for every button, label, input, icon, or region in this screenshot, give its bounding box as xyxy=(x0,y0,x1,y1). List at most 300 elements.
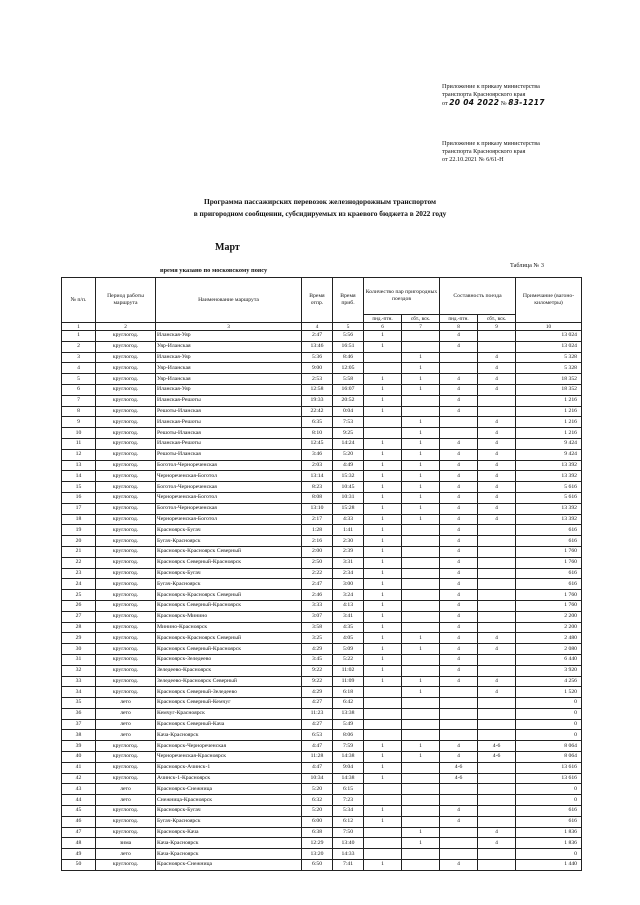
cell-pairs-mon-fri: 1 xyxy=(364,492,402,503)
cell-arrival: 15:28 xyxy=(333,503,364,514)
cell-pairs-sat-sun: 1 xyxy=(402,827,440,838)
cell-consist-mon-fri: 4 xyxy=(440,622,478,633)
cell-consist-sat-sun xyxy=(478,395,516,406)
cell-num: 49 xyxy=(62,849,96,860)
cell-num: 43 xyxy=(62,784,96,795)
cell-num: 39 xyxy=(62,741,96,752)
cell-consist-mon-fri: 4 xyxy=(440,525,478,536)
cell-num: 18 xyxy=(62,514,96,525)
cell-departure: 13:46 xyxy=(302,341,333,352)
cell-route: Бугач-Красноярск xyxy=(156,536,302,547)
cell-departure: 11:28 xyxy=(302,752,333,763)
cell-departure: 2:46 xyxy=(302,590,333,601)
cell-departure: 22:42 xyxy=(302,406,333,417)
cell-consist-mon-fri: 4 xyxy=(440,654,478,665)
cell-num: 36 xyxy=(62,708,96,719)
cell-route: Зеледеево-Красноярск Северный xyxy=(156,676,302,687)
cell-pairs-sat-sun: 1 xyxy=(402,374,440,385)
cell-departure: 6:00 xyxy=(302,816,333,827)
cell-pairs-sat-sun xyxy=(402,611,440,622)
cell-pairs-sat-sun: 1 xyxy=(402,471,440,482)
cell-consist-mon-fri: 4 xyxy=(440,557,478,568)
cell-departure: 5:20 xyxy=(302,806,333,817)
cell-period: круглогод. xyxy=(96,536,156,547)
column-number: 4 xyxy=(302,323,333,331)
cell-arrival: 14:33 xyxy=(333,849,364,860)
cell-consist-mon-fri: 4 xyxy=(440,665,478,676)
cell-period: круглогод. xyxy=(96,611,156,622)
cell-pairs-sat-sun: 1 xyxy=(402,460,440,471)
cell-period: круглогод. xyxy=(96,654,156,665)
cell-consist-sat-sun xyxy=(478,546,516,557)
cell-pairs-sat-sun xyxy=(402,795,440,806)
cell-pairs-sat-sun xyxy=(402,762,440,773)
cell-num: 50 xyxy=(62,860,96,871)
appendix-stamp-current xyxy=(442,83,602,108)
column-number: 6 xyxy=(364,323,402,331)
cell-num: 32 xyxy=(62,665,96,676)
header-departure: Время отпр. xyxy=(302,278,333,323)
cell-arrival: 5:58 xyxy=(333,374,364,385)
cell-departure: 2:47 xyxy=(302,331,333,342)
cell-route: Решоты-Иланская xyxy=(156,428,302,439)
cell-period: круглогод. xyxy=(96,557,156,568)
cell-pairs-mon-fri xyxy=(364,719,402,730)
table-row xyxy=(62,773,582,784)
cell-consist-mon-fri: 4 xyxy=(440,816,478,827)
table-row xyxy=(62,460,582,471)
cell-pairs-mon-fri xyxy=(364,687,402,698)
cell-num: 19 xyxy=(62,525,96,536)
table-row xyxy=(62,687,582,698)
schedule-table xyxy=(61,277,582,871)
cell-route: Чернореченская-Боготол xyxy=(156,471,302,482)
cell-consist-mon-fri: 4 xyxy=(440,374,478,385)
header-pairs-mon-fri: пнд.-птн. xyxy=(364,315,402,323)
cell-pairs-sat-sun xyxy=(402,708,440,719)
cell-consist-sat-sun: 4 xyxy=(478,363,516,374)
cell-consist-sat-sun xyxy=(478,600,516,611)
cell-route: Красноярск Северный-Красноярск xyxy=(156,557,302,568)
header-consist: Составность поезда xyxy=(440,278,516,315)
cell-period: круглогод. xyxy=(96,471,156,482)
cell-pairs-mon-fri: 1 xyxy=(364,752,402,763)
cell-pairs-mon-fri: 1 xyxy=(364,568,402,579)
table-row xyxy=(62,849,582,860)
cell-period: лето xyxy=(96,795,156,806)
column-number: 10 xyxy=(516,323,582,331)
cell-departure: 9:22 xyxy=(302,665,333,676)
cell-arrival: 4:13 xyxy=(333,600,364,611)
cell-pairs-sat-sun: 1 xyxy=(402,741,440,752)
cell-pairs-sat-sun: 1 xyxy=(402,492,440,503)
cell-route: Красноярск-Снежница xyxy=(156,784,302,795)
cell-departure: 12:58 xyxy=(302,384,333,395)
cell-pairs-mon-fri: 1 xyxy=(364,395,402,406)
cell-pairs-mon-fri: 1 xyxy=(364,482,402,493)
cell-pairs-mon-fri: 1 xyxy=(364,546,402,557)
cell-num: 23 xyxy=(62,568,96,579)
cell-consist-sat-sun: 4 xyxy=(478,482,516,493)
cell-consist-mon-fri: 4 xyxy=(440,514,478,525)
cell-departure: 3:25 xyxy=(302,633,333,644)
cell-period: круглогод. xyxy=(96,428,156,439)
cell-note: 5 616 xyxy=(516,492,582,503)
cell-note: 2 080 xyxy=(516,644,582,655)
cell-period: круглогод. xyxy=(96,687,156,698)
cell-consist-mon-fri: 4 xyxy=(440,741,478,752)
cell-note: 13 616 xyxy=(516,773,582,784)
cell-note: 616 xyxy=(516,579,582,590)
cell-arrival: 4:33 xyxy=(333,514,364,525)
cell-note: 6 440 xyxy=(516,654,582,665)
cell-consist-mon-fri xyxy=(440,687,478,698)
cell-num: 16 xyxy=(62,492,96,503)
table-row xyxy=(62,611,582,622)
cell-consist-mon-fri: 4 xyxy=(440,644,478,655)
cell-consist-sat-sun xyxy=(478,654,516,665)
cell-consist-mon-fri xyxy=(440,417,478,428)
cell-route: Иланская-Решоты xyxy=(156,395,302,406)
cell-period: лето xyxy=(96,849,156,860)
cell-consist-mon-fri: 4 xyxy=(440,579,478,590)
cell-pairs-mon-fri xyxy=(364,730,402,741)
table-row xyxy=(62,406,582,417)
cell-route: Уяр-Иланская xyxy=(156,341,302,352)
cell-consist-sat-sun xyxy=(478,730,516,741)
cell-note: 2 480 xyxy=(516,633,582,644)
cell-consist-sat-sun: 4 xyxy=(478,384,516,395)
cell-departure: 9:00 xyxy=(302,363,333,374)
header-note: Примечание (вагоно-километры) xyxy=(516,278,582,323)
column-number: 7 xyxy=(402,323,440,331)
cell-num: 25 xyxy=(62,590,96,601)
cell-period: круглогод. xyxy=(96,406,156,417)
cell-consist-mon-fri xyxy=(440,698,478,709)
cell-departure: 6:32 xyxy=(302,795,333,806)
cell-period: лето xyxy=(96,719,156,730)
table-row xyxy=(62,752,582,763)
cell-num: 40 xyxy=(62,752,96,763)
cell-num: 13 xyxy=(62,460,96,471)
cell-period: круглогод. xyxy=(96,860,156,871)
table-number: Таблица № 3 xyxy=(510,262,544,269)
cell-consist-sat-sun xyxy=(478,860,516,871)
cell-pairs-sat-sun: 1 xyxy=(402,644,440,655)
cell-arrival: 3:41 xyxy=(333,611,364,622)
cell-route: Уяр-Иланская xyxy=(156,363,302,374)
cell-arrival: 13:40 xyxy=(333,838,364,849)
cell-consist-mon-fri: 4 xyxy=(440,633,478,644)
cell-pairs-mon-fri: 1 xyxy=(364,460,402,471)
cell-num: 47 xyxy=(62,827,96,838)
cell-consist-sat-sun xyxy=(478,698,516,709)
cell-note: 8 064 xyxy=(516,752,582,763)
cell-consist-sat-sun: 4 xyxy=(478,687,516,698)
cell-consist-sat-sun: 4 xyxy=(478,514,516,525)
cell-arrival: 5:20 xyxy=(333,449,364,460)
cell-pairs-sat-sun: 1 xyxy=(402,363,440,374)
cell-period: круглогод. xyxy=(96,482,156,493)
cell-departure: 13:14 xyxy=(302,471,333,482)
table-row xyxy=(62,471,582,482)
table-row xyxy=(62,708,582,719)
cell-consist-sat-sun: 4-6 xyxy=(478,741,516,752)
column-number: 2 xyxy=(96,323,156,331)
cell-pairs-mon-fri xyxy=(364,838,402,849)
cell-note: 616 xyxy=(516,568,582,579)
cell-pairs-sat-sun xyxy=(402,331,440,342)
cell-pairs-mon-fri: 1 xyxy=(364,579,402,590)
cell-consist-mon-fri: 4 xyxy=(440,676,478,687)
cell-note: 13 024 xyxy=(516,341,582,352)
cell-note: 1 760 xyxy=(516,546,582,557)
cell-num: 44 xyxy=(62,795,96,806)
cell-num: 34 xyxy=(62,687,96,698)
schedule-rows xyxy=(62,331,582,871)
cell-pairs-sat-sun: 1 xyxy=(402,438,440,449)
cell-pairs-mon-fri: 1 xyxy=(364,860,402,871)
cell-departure: 5:20 xyxy=(302,784,333,795)
cell-pairs-mon-fri: 1 xyxy=(364,622,402,633)
cell-pairs-mon-fri: 1 xyxy=(364,536,402,547)
table-row xyxy=(62,341,582,352)
title-line-2: в пригородном сообщении, субсидируемых из краевого бюджета в 2022 году xyxy=(193,209,447,218)
cell-consist-sat-sun xyxy=(478,708,516,719)
cell-note: 616 xyxy=(516,525,582,536)
cell-arrival: 15:32 xyxy=(333,471,364,482)
cell-route: Иланская-Уяр xyxy=(156,384,302,395)
cell-arrival: 9:25 xyxy=(333,428,364,439)
cell-consist-sat-sun: 4 xyxy=(478,644,516,655)
cell-consist-mon-fri: 4 xyxy=(440,438,478,449)
cell-note: 9 424 xyxy=(516,449,582,460)
cell-pairs-sat-sun xyxy=(402,698,440,709)
cell-num: 12 xyxy=(62,449,96,460)
cell-note: 1 216 xyxy=(516,428,582,439)
cell-note: 5 616 xyxy=(516,482,582,493)
cell-period: круглогод. xyxy=(96,827,156,838)
cell-consist-mon-fri: 4 xyxy=(440,492,478,503)
title-line-1: Программа пассажирских перевозок железнодорожным транспортом xyxy=(203,197,437,206)
cell-consist-sat-sun: 4 xyxy=(478,460,516,471)
cell-note: 0 xyxy=(516,698,582,709)
table-row xyxy=(62,449,582,460)
cell-period: круглогод. xyxy=(96,384,156,395)
cell-num: 4 xyxy=(62,363,96,374)
cell-departure: 2:17 xyxy=(302,514,333,525)
cell-departure: 3:45 xyxy=(302,654,333,665)
table-row xyxy=(62,352,582,363)
table-row xyxy=(62,384,582,395)
cell-arrival: 16:51 xyxy=(333,341,364,352)
cell-period: круглогод. xyxy=(96,363,156,374)
cell-note: 13 616 xyxy=(516,762,582,773)
cell-departure: 4:27 xyxy=(302,698,333,709)
cell-departure: 13:20 xyxy=(302,849,333,860)
cell-arrival: 12:05 xyxy=(333,363,364,374)
cell-arrival: 11:02 xyxy=(333,665,364,676)
table-row xyxy=(62,784,582,795)
cell-route: Красноярск-Минино xyxy=(156,611,302,622)
cell-departure: 4:29 xyxy=(302,644,333,655)
cell-arrival: 13:38 xyxy=(333,708,364,719)
cell-consist-sat-sun: 4 xyxy=(478,352,516,363)
cell-departure: 8:23 xyxy=(302,482,333,493)
table-row xyxy=(62,816,582,827)
cell-pairs-mon-fri xyxy=(364,849,402,860)
cell-route: Минино-Красноярск xyxy=(156,622,302,633)
cell-num: 1 xyxy=(62,331,96,342)
cell-note: 8 064 xyxy=(516,741,582,752)
cell-pairs-sat-sun xyxy=(402,654,440,665)
cell-arrival: 3:00 xyxy=(333,579,364,590)
cell-consist-mon-fri xyxy=(440,352,478,363)
cell-period: круглогод. xyxy=(96,417,156,428)
header-train-pairs: Количество пар пригородных поездов xyxy=(364,278,440,315)
header-num: № п/п. xyxy=(62,278,96,323)
cell-period: круглогод. xyxy=(96,622,156,633)
cell-route: Красноярск Северный-Красноярск xyxy=(156,600,302,611)
cell-pairs-mon-fri xyxy=(364,363,402,374)
cell-consist-mon-fri: 4 xyxy=(440,611,478,622)
cell-departure: 4:27 xyxy=(302,719,333,730)
cell-pairs-mon-fri: 1 xyxy=(364,600,402,611)
cell-pairs-mon-fri: 1 xyxy=(364,406,402,417)
cell-arrival: 7:59 xyxy=(333,741,364,752)
cell-period: круглогод. xyxy=(96,590,156,601)
cell-period: круглогод. xyxy=(96,514,156,525)
cell-consist-mon-fri: 4 xyxy=(440,536,478,547)
cell-consist-sat-sun xyxy=(478,622,516,633)
cell-note: 5 328 xyxy=(516,352,582,363)
cell-num: 38 xyxy=(62,730,96,741)
cell-route: Иланская-Решоты xyxy=(156,417,302,428)
cell-period: круглогод. xyxy=(96,449,156,460)
cell-pairs-mon-fri: 1 xyxy=(364,374,402,385)
cell-period: круглогод. xyxy=(96,665,156,676)
cell-period: лето xyxy=(96,708,156,719)
cell-note: 616 xyxy=(516,816,582,827)
cell-consist-mon-fri: 4 xyxy=(440,449,478,460)
cell-pairs-sat-sun xyxy=(402,665,440,676)
cell-num: 46 xyxy=(62,816,96,827)
cell-consist-mon-fri xyxy=(440,784,478,795)
cell-consist-sat-sun xyxy=(478,773,516,784)
cell-route: Чернореченская-Красноярск xyxy=(156,752,302,763)
cell-pairs-mon-fri: 1 xyxy=(364,633,402,644)
cell-arrival: 8:06 xyxy=(333,730,364,741)
cell-pairs-sat-sun xyxy=(402,590,440,601)
cell-consist-sat-sun: 4 xyxy=(478,838,516,849)
cell-route: Чернореченская-Боготол xyxy=(156,492,302,503)
cell-note: 13 392 xyxy=(516,471,582,482)
cell-consist-sat-sun xyxy=(478,525,516,536)
cell-pairs-sat-sun xyxy=(402,406,440,417)
cell-note: 3 920 xyxy=(516,665,582,676)
cell-departure: 12:45 xyxy=(302,438,333,449)
cell-note: 1 520 xyxy=(516,687,582,698)
cell-num: 41 xyxy=(62,762,96,773)
cell-pairs-mon-fri: 1 xyxy=(364,741,402,752)
cell-consist-mon-fri: 4 xyxy=(440,331,478,342)
cell-arrival: 4:05 xyxy=(333,633,364,644)
cell-arrival: 6:18 xyxy=(333,687,364,698)
cell-pairs-mon-fri: 1 xyxy=(364,816,402,827)
cell-pairs-sat-sun xyxy=(402,784,440,795)
cell-consist-mon-fri: 4 xyxy=(440,590,478,601)
cell-departure: 3:58 xyxy=(302,622,333,633)
handwritten-date: 20 04 2022 xyxy=(449,98,500,107)
column-number-row xyxy=(62,323,582,331)
cell-departure: 19:33 xyxy=(302,395,333,406)
cell-consist-mon-fri: 4 xyxy=(440,384,478,395)
cell-note: 1 216 xyxy=(516,406,582,417)
cell-consist-sat-sun xyxy=(478,568,516,579)
table-row xyxy=(62,482,582,493)
cell-period: лето xyxy=(96,698,156,709)
cell-period: лето xyxy=(96,784,156,795)
cell-pairs-mon-fri: 1 xyxy=(364,514,402,525)
appendix-stamp-original xyxy=(442,140,602,164)
cell-num: 7 xyxy=(62,395,96,406)
appendix-line: транспорта Красноярского края xyxy=(442,91,526,98)
cell-consist-sat-sun xyxy=(478,806,516,817)
cell-route: Кача-Красноярск xyxy=(156,849,302,860)
table-row xyxy=(62,525,582,536)
cell-consist-mon-fri: 4 xyxy=(440,546,478,557)
cell-arrival: 2:39 xyxy=(333,546,364,557)
cell-pairs-sat-sun: 1 xyxy=(402,838,440,849)
cell-pairs-sat-sun xyxy=(402,600,440,611)
cell-pairs-sat-sun: 1 xyxy=(402,417,440,428)
cell-departure: 3:33 xyxy=(302,600,333,611)
cell-consist-sat-sun xyxy=(478,590,516,601)
column-number: 3 xyxy=(156,323,302,331)
cell-route: Кача-Красноярск xyxy=(156,730,302,741)
cell-note: 4 256 xyxy=(516,676,582,687)
cell-route: Ачинск-1-Красноярск xyxy=(156,773,302,784)
table-row xyxy=(62,568,582,579)
cell-note: 1 760 xyxy=(516,600,582,611)
cell-route: Уяр-Иланская xyxy=(156,374,302,385)
cell-departure: 6:53 xyxy=(302,730,333,741)
cell-consist-mon-fri xyxy=(440,795,478,806)
cell-consist-mon-fri xyxy=(440,708,478,719)
cell-consist-mon-fri: 4 xyxy=(440,471,478,482)
cell-pairs-mon-fri: 1 xyxy=(364,438,402,449)
cell-arrival: 5:22 xyxy=(333,654,364,665)
cell-route: Красноярск-Снежница xyxy=(156,860,302,871)
cell-num: 11 xyxy=(62,438,96,449)
cell-pairs-sat-sun xyxy=(402,849,440,860)
cell-departure: 3:07 xyxy=(302,611,333,622)
cell-consist-mon-fri: 4 xyxy=(440,482,478,493)
cell-pairs-sat-sun xyxy=(402,622,440,633)
cell-note: 2 200 xyxy=(516,611,582,622)
cell-period: круглогод. xyxy=(96,633,156,644)
cell-departure: 2:53 xyxy=(302,374,333,385)
cell-consist-mon-fri: 4 xyxy=(440,395,478,406)
table-row xyxy=(62,579,582,590)
cell-pairs-mon-fri: 1 xyxy=(364,384,402,395)
cell-consist-mon-fri: 4-6 xyxy=(440,762,478,773)
cell-consist-sat-sun: 4 xyxy=(478,633,516,644)
cell-period: круглогод. xyxy=(96,546,156,557)
month-heading: Март xyxy=(215,242,240,253)
cell-note: 13 392 xyxy=(516,514,582,525)
cell-consist-sat-sun xyxy=(478,784,516,795)
